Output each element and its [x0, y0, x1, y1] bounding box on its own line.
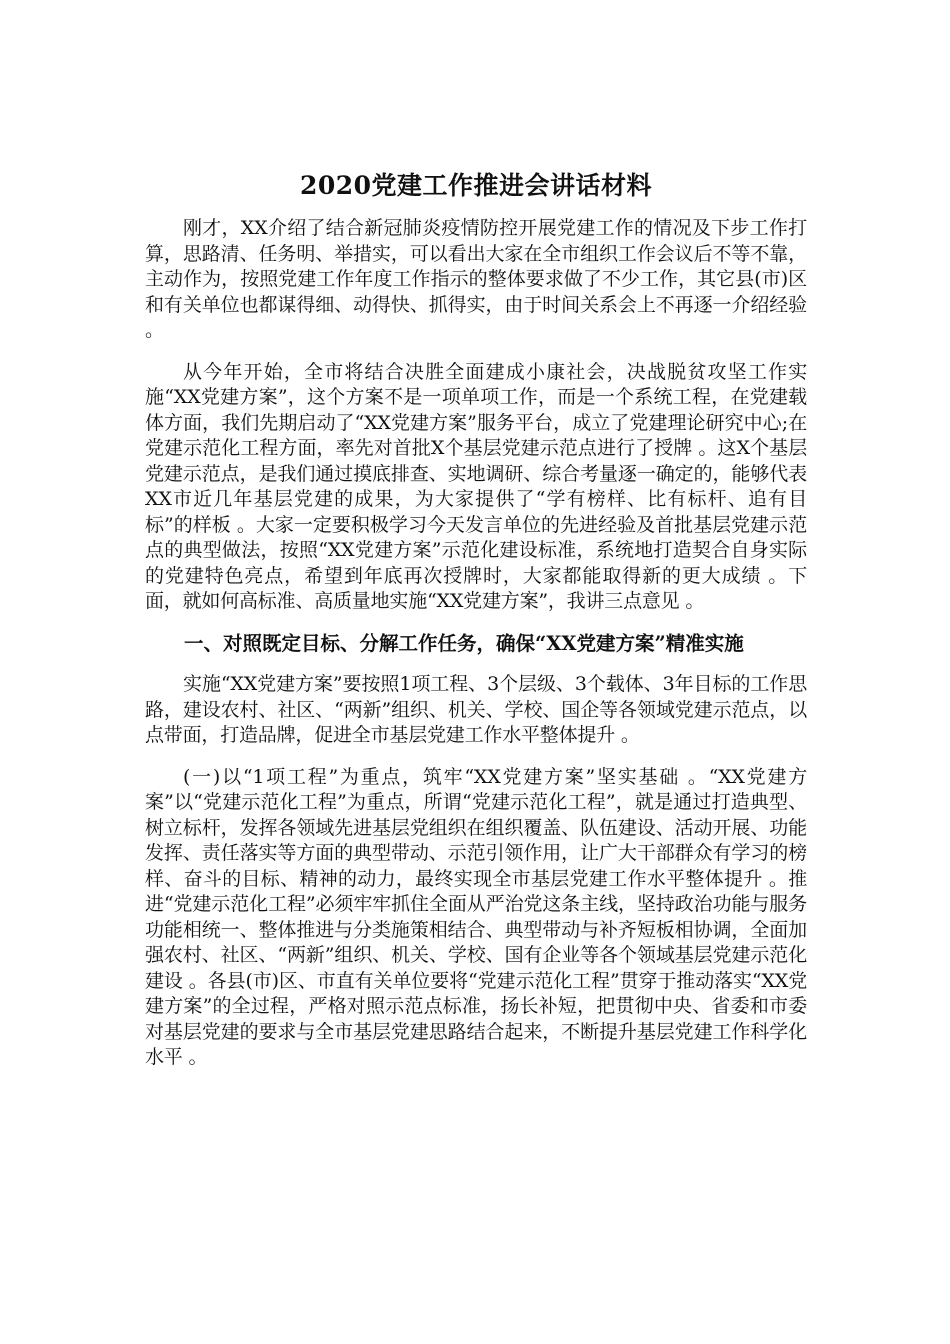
- document-title: 2020党建工作推进会讲话材料: [299, 171, 653, 200]
- paragraph-plan: 从今年开始，全市将结合决胜全面建成小康社会，决战脱贫攻坚工作实施“XX党建方案”，这个方案不是一项单项工作，而是一个系统工程，在党建载体方面，我们先期启动了“XX党建方案”服务平台，成立了党建理论研究中心;在党建示范化工程方面，率先对首批X个基层党建示范点进行了授牌 。这X个基层党建示范点，是我们通过摸底排查、实地调研、综合考量逐一确定的，能够代表XX市近几年基层党建的成果，为大家提供了“学有榜样、比有标杆、追有目标”的样板 。大家一定要积极学习今天发言单位的先进经验及首批基层党建示范点的典型做法，按照“XX党建方案”示范化建设标准，系统地打造契合自身实际的党建特色亮点，希望到年底再次授牌时，大家都能取得新的更大成绩 。下面，就如何高标准、高质量地实施“XX党建方案”，我讲三点意见 。: [145, 360, 807, 612]
- paragraph-intro: 刚才，XX介绍了结合新冠肺炎疫情防控开展党建工作的情况及下步工作打算，思路清、任务明、举措实，可以看出大家在全市组织工作会议后不等不靠，主动作为，按照党建工作年度工作指示的整体要求做了不少工作，其它县(市)区和有关单位也都谋得细、动得快、抓得实，由于时间关系会上不再逐一介绍经验 。: [145, 217, 807, 341]
- document-page: [145, 168, 807, 1087]
- section-heading-1: 一、对照既定目标、分解工作任务，确保“XX党建方案”精准实施: [184, 631, 744, 655]
- paragraph-section1-overview: 实施“XX党建方案”要按照1项工程、3个层级、3个载体、3年目标的工作思路，建设农村、社区、“两新”组织、机关、学校、国企等各领域党建示范点，以点带面，打造品牌，促进全市基层党建工作水平整体提升 。: [145, 673, 807, 746]
- paragraph-section1-item1: (一)以“1项工程”为重点，筑牢“XX党建方案”坚实基础 。“XX党建方案”以“党建示范化工程”为重点，所谓“党建示范化工程”，就是通过打造典型、树立标杆，发挥各领域先进基层党组织在组织覆盖、队伍建设、活动开展、功能发挥、责任落实等方面的典型带动、示范引领作用，让广大干部群众有学习的榜样、奋斗的目标、精神的动力，最终实现全市基层党建工作水平整体提升 。推进“党建示范化工程”必须牢牢抓住全面从严治党这条主线，坚持政治功能与服务功能相统一、整体推进与分类施策相结合、典型带动与补齐短板相协调，全面加强农村、社区、“两新”组织、机关、学校、国有企业等各个领域基层党建示范化建设 。各县(市)区、市直有关单位要将“党建示范化工程”贯穿于推动落实“XX党建方案”的全过程，严格对照示范点标准，扬长补短，把贯彻中央、省委和市委对基层党建的要求与全市基层党建思路结合起来，不断提升基层党建工作科学化水平 。: [145, 765, 807, 1068]
